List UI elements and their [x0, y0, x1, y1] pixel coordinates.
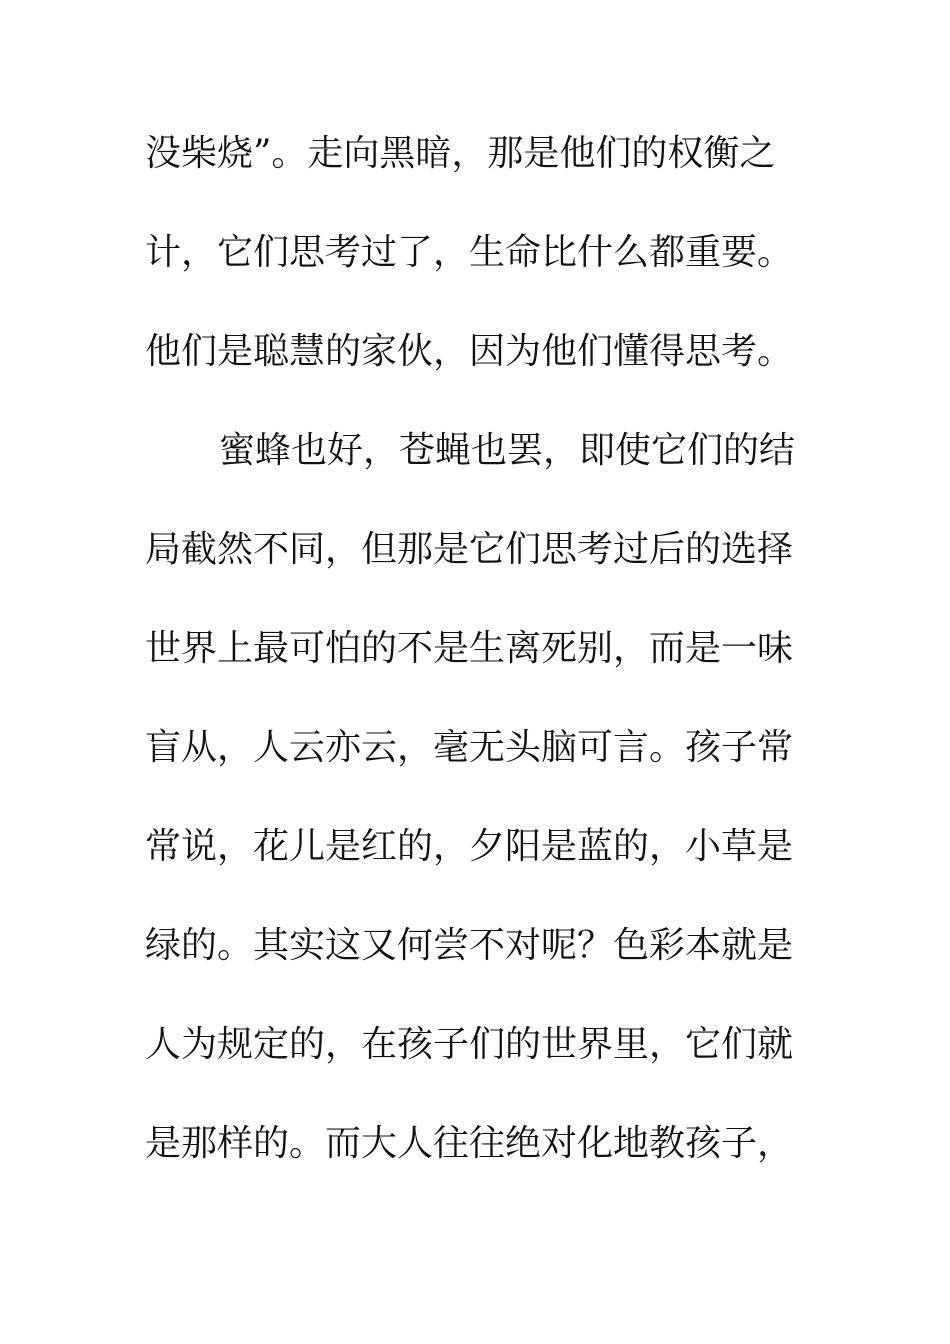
text-line: 人为规定的，在孩子们的世界里，它们就 [145, 1024, 794, 1065]
text-line: 是那样的。而大人往往绝对化地教孩子， [145, 1123, 794, 1164]
text-line: 世界上最可怕的不是生离死别，而是一味 [145, 628, 794, 669]
text-line: 局截然不同，但那是它们思考过后的选择 [145, 529, 794, 570]
text-line: 常说，花儿是红的，夕阳是蓝的，小草是 [145, 826, 794, 867]
text-line: 绿的。其实这又何尝不对呢？色彩本就是 [145, 925, 794, 966]
paragraph-first-line: 蜜蜂也好，苍蝇也罢，即使它们的结 [219, 430, 796, 471]
text-line: 没柴烧”。走向黑暗，那是他们的权衡之 [145, 133, 776, 174]
text-line: 他们是聪慧的家伙，因为他们懂得思考。 [145, 331, 794, 372]
body-text [145, 126, 807, 1215]
text-line: 盲从，人云亦云，毫无头脑可言。孩子常 [145, 727, 794, 768]
text-line: 计，它们思考过了，生命比什么都重要。 [145, 232, 794, 273]
